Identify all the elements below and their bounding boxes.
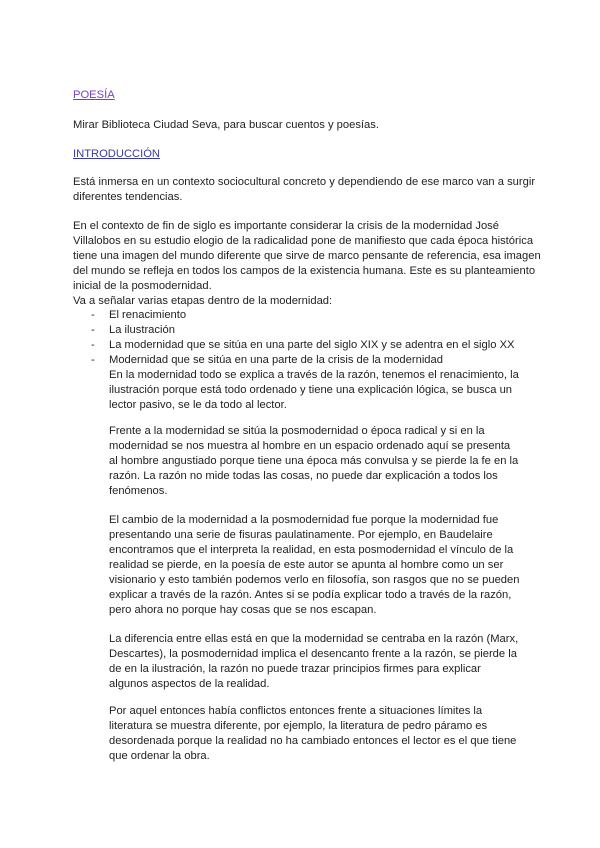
paragraph-diferencia: La diferencia entre ellas está en que la modernidad se centraba en la razón (Marx, Descartes), la posmodernidad implica el desencanto frente a la razón, se pierde la de en la ilustración, la razón no puede trazar principios firmes para explicar algunos aspectos de la realidad. [109, 633, 519, 690]
list-item-text: La modernidad que se sitúa en una parte del siglo XIX y se adentra en el siglo XX [109, 339, 515, 351]
context-paragraph: En el contexto de fin de siglo es importante considerar la crisis de la modernidad José Villalobos en su estudio elogio de la radicalidad pone de manifiesto que cada época histórica tiene una imagen del mundo diferente que sirve de marco pensante de referencia, esa imagen del mundo se refleja en todos los campos de la existencia humana. Este es su planteamiento inicial de la posmodernidad. [73, 220, 541, 292]
note-biblioteca: Mirar Biblioteca Ciudad Seva, para buscar cuentos y poesías. [73, 119, 379, 131]
list-item [73, 353, 543, 368]
list-item [73, 323, 543, 338]
paragraph-modernidad: En la modernidad todo se explica a través de la razón, tenemos el renacimiento, la ilustración porque está todo ordenado y tiene una explicación lógica, se busca un lector pasivo, se le da todo al lector. [109, 369, 519, 411]
paragraph-conflictos: Por aquel entonces había conflictos entonces frente a situaciones límites la literatura se muestra diferente, por ejemplo, la literatura de pedro páramo es desordenada porque la realidad no ha cambiado entonces el lector es el que tiene que ordenar la obra. [109, 705, 517, 762]
intro-paragraph: Está inmersa en un contexto sociocultural concreto y dependiendo de ese marco van a surgir diferentes tendencias. [73, 176, 536, 203]
bullet-dash: - [91, 324, 95, 336]
stages-intro: Va a señalar varias etapas dentro de la modernidad: [73, 295, 333, 307]
paragraph-cambio: El cambio de la modernidad a la posmodernidad fue porque la modernidad fue presentando una serie de fisuras paulatinamente. Por ejemplo, en Baudelaire encontramos que el interpreta la realidad, en esta posmodernidad el vínculo de la realidad se pierde, en la poesía de este autor se apunta al hombre como un ser visionario y esto también podemos verlo en filosofía, son rasgos que no se pueden explicar a través de la razón. Antes si se podía explicar todo a través de la razón, pero ahora no porque hay cosas que se nos escapan. [109, 514, 520, 616]
bullet-dash: - [91, 309, 95, 321]
paragraph-posmodernidad: Frente a la modernidad se sitúa la posmodernidad o época radical y si en la modernidad se nos muestra al hombre en un espacio ordenado aquí se presenta al hombre angustiado porque tiene una época más convulsa y se pierde la fe en la razón. La razón no mide todas las cosas, no puede dar explicación a todos los fenómenos. [109, 425, 519, 497]
heading-introduccion[interactable]: INTRODUCCIÓN [73, 148, 161, 160]
list-item-text: La ilustración [109, 324, 175, 336]
list-item-text: El renacimiento [109, 309, 187, 321]
bullet-dash: - [91, 354, 95, 366]
list-item [73, 338, 543, 353]
list-item-text: Modernidad que se sitúa en una parte de la crisis de la modernidad [109, 354, 443, 366]
stages-list [73, 308, 543, 368]
heading-poesia[interactable]: POESÍA [73, 89, 115, 101]
list-item [73, 308, 543, 323]
bullet-dash: - [91, 339, 95, 351]
